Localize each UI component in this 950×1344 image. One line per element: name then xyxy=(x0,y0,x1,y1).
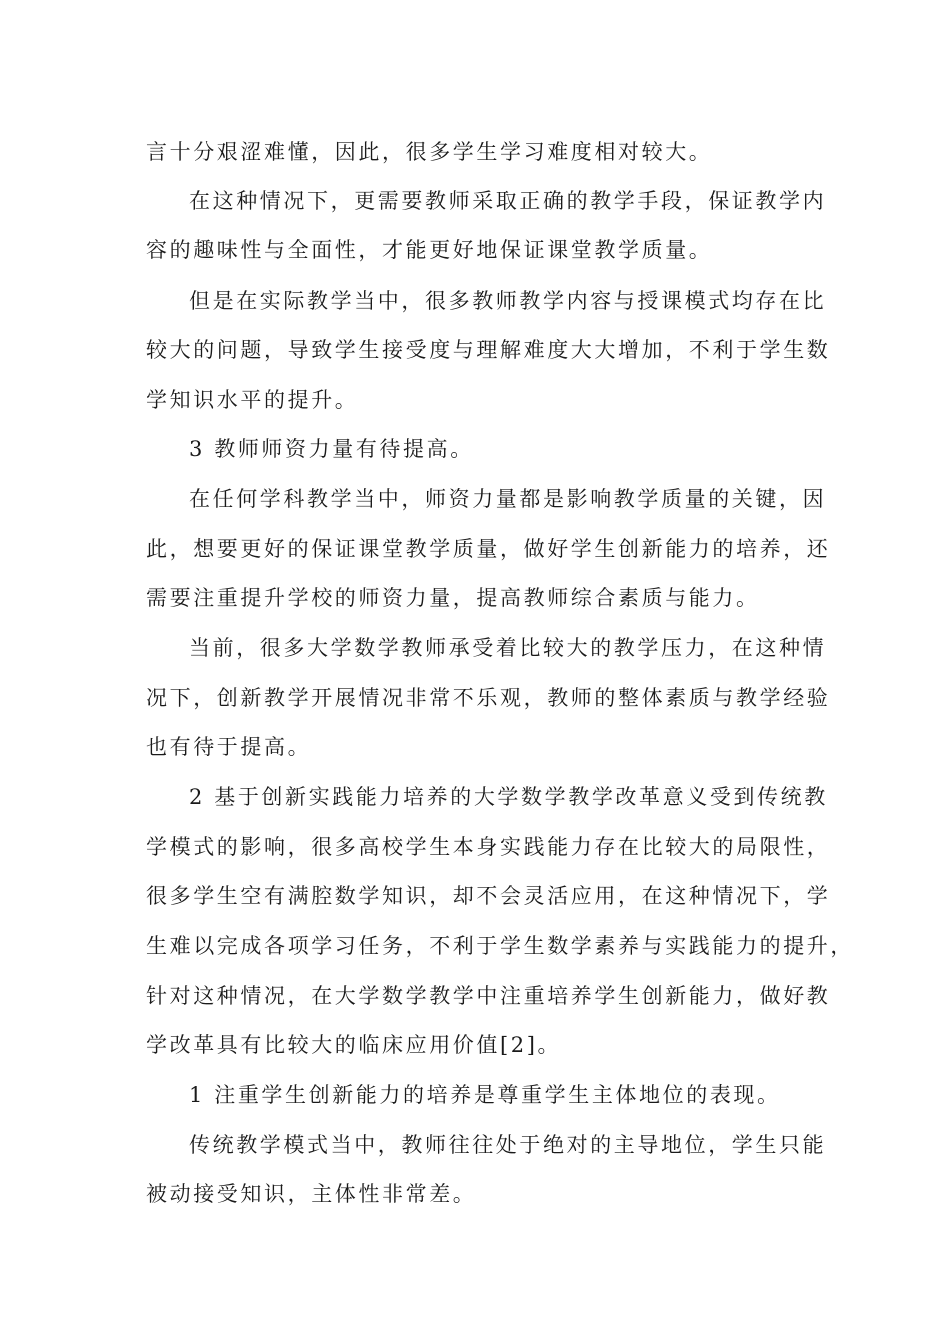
section-heading: 1 注重学生创新能力的培养是尊重学生主体地位的表现。 xyxy=(189,1083,781,1107)
text-line: 此，想要更好的保证课堂教学质量，做好学生创新能力的培养，还 xyxy=(146,537,831,561)
text-line: 很多学生空有满腔数学知识，却不会灵活应用，在这种情况下，学 xyxy=(146,884,831,908)
text-line: 针对这种情况，在大学数学教学中注重培养学生创新能力，做好教 xyxy=(146,984,831,1008)
text-line: 在这种情况下，更需要教师采取正确的教学手段，保证教学内 xyxy=(189,189,827,213)
text-line: 学知识水平的提升。 xyxy=(146,388,359,412)
text-line: 学模式的影响，很多高校学生本身实践能力存在比较大的局限性， xyxy=(146,835,831,859)
text-line: 较大的问题，导致学生接受度与理解难度大大增加，不利于学生数 xyxy=(146,338,831,362)
text-line: 当前，很多大学数学教师承受着比较大的教学压力，在这种情 xyxy=(189,636,827,660)
text-line: 传统教学模式当中，教师往往处于绝对的主导地位，学生只能 xyxy=(189,1133,827,1157)
section-heading: 3 教师师资力量有待提高。 xyxy=(189,437,474,461)
text-line: 生难以完成各项学习任务，不利于学生数学素养与实践能力的提升， xyxy=(146,934,854,958)
text-line: 容的趣味性与全面性，才能更好地保证课堂教学质量。 xyxy=(146,238,713,262)
text-line: 言十分艰涩难懂，因此，很多学生学习难度相对较大。 xyxy=(146,140,713,164)
text-line: 但是在实际教学当中，很多教师教学内容与授课模式均存在比 xyxy=(189,289,827,313)
text-line: 况下，创新教学开展情况非常不乐观，教师的整体素质与教学经验 xyxy=(146,686,831,710)
text-line: 被动接受知识，主体性非常差。 xyxy=(146,1182,477,1206)
section-heading: 2 基于创新实践能力培养的大学数学教学改革意义受到传统教 xyxy=(189,785,828,809)
text-line: 也有待于提高。 xyxy=(146,735,312,759)
text-line: 需要注重提升学校的师资力量，提高教师综合素质与能力。 xyxy=(146,586,760,610)
text-line: 在任何学科教学当中，师资力量都是影响教学质量的关键，因 xyxy=(189,487,827,511)
text-line: 学改革具有比较大的临床应用价值[2]。 xyxy=(146,1033,562,1057)
